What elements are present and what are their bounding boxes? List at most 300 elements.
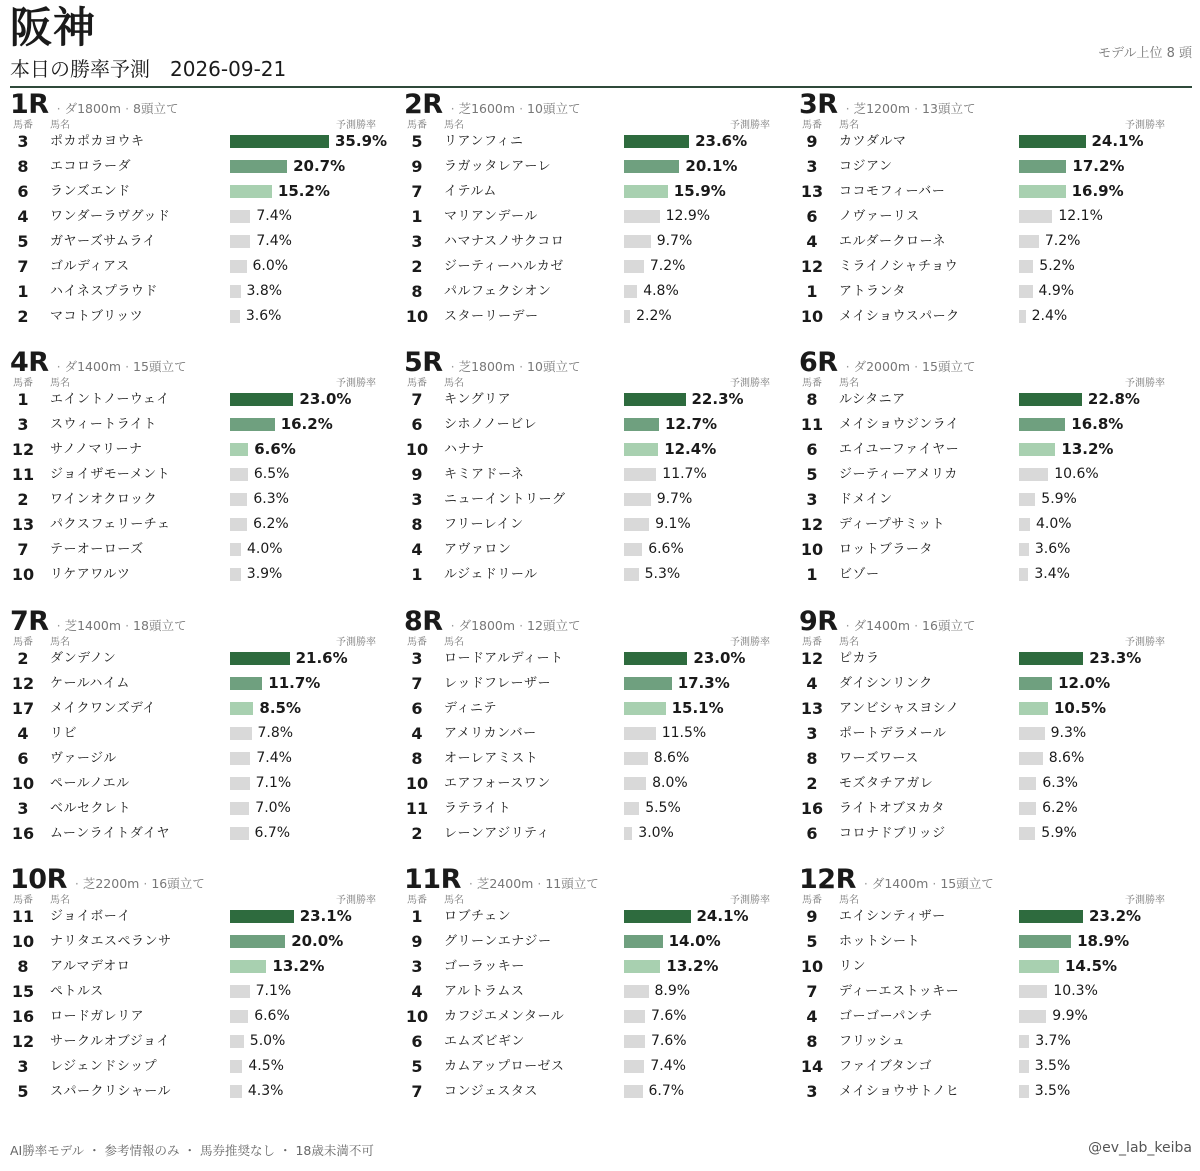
horse-name: ケールハイム bbox=[50, 676, 130, 691]
column-header-name: 馬名 bbox=[50, 637, 70, 648]
horse-number: 4 bbox=[17, 724, 29, 743]
race-field-size: 15頭立て bbox=[922, 359, 976, 374]
horse-row bbox=[10, 512, 388, 537]
win-probability-label: 11.5% bbox=[661, 725, 707, 741]
win-probability-label: 23.6% bbox=[695, 132, 748, 150]
win-probability-label: 4.8% bbox=[643, 283, 679, 299]
horse-row bbox=[404, 1029, 782, 1054]
column-header-number: 馬番 bbox=[407, 120, 427, 131]
win-probability-label: 6.5% bbox=[253, 466, 290, 482]
horse-row bbox=[10, 1054, 388, 1079]
horse-number: 1 bbox=[411, 907, 423, 926]
race-surface-distance: 芝1800m bbox=[458, 359, 516, 374]
win-probability-label: 3.6% bbox=[1034, 541, 1071, 557]
horse-number: 6 bbox=[806, 440, 818, 459]
horse-number: 8 bbox=[17, 957, 29, 976]
horse-row bbox=[10, 746, 388, 771]
horse-row bbox=[799, 929, 1177, 954]
win-probability-label: 2.2% bbox=[636, 308, 672, 324]
win-probability-label: 35.9% bbox=[335, 132, 388, 150]
horse-number: 3 bbox=[806, 490, 818, 509]
horse-name: コロナドブリッジ bbox=[839, 826, 946, 841]
horse-name: スターリーデー bbox=[444, 309, 539, 324]
win-probability-label: 7.2% bbox=[649, 258, 686, 274]
race-surface-distance: 芝2200m bbox=[82, 876, 140, 891]
horse-name: ジーティーアメリカ bbox=[839, 467, 958, 482]
horse-name: ゴーゴーパンチ bbox=[839, 1009, 933, 1024]
win-probability-label: 13.2% bbox=[1061, 440, 1114, 458]
horse-number: 7 bbox=[411, 1082, 423, 1101]
horse-name: ハマナスノサクコロ bbox=[444, 234, 565, 249]
win-probability-bar bbox=[624, 443, 658, 456]
horse-number: 3 bbox=[806, 724, 818, 743]
horse-number: 10 bbox=[800, 540, 824, 559]
race-header bbox=[404, 607, 782, 637]
win-probability-label: 4.0% bbox=[1036, 516, 1072, 532]
win-probability-bar bbox=[230, 418, 275, 431]
win-probability-bar bbox=[1019, 1060, 1029, 1073]
race-panel-8r bbox=[404, 607, 782, 859]
horse-name: メイショウスパーク bbox=[839, 309, 960, 324]
column-header-probability: 予測勝率 bbox=[336, 637, 376, 648]
race-conditions bbox=[447, 357, 581, 375]
race-header bbox=[799, 865, 1177, 895]
horse-row bbox=[799, 696, 1177, 721]
race-field-size: 8頭立て bbox=[133, 101, 179, 116]
win-probability-bar bbox=[1019, 935, 1071, 948]
horse-name: ジョイザモーメント bbox=[50, 467, 171, 482]
race-number: 8R bbox=[404, 606, 443, 637]
race-surface-distance: 芝1600m bbox=[458, 101, 516, 116]
win-probability-bar bbox=[624, 727, 656, 740]
win-probability-bar bbox=[230, 393, 293, 406]
win-probability-bar bbox=[624, 1085, 643, 1098]
horse-name: レーンアジリティ bbox=[444, 826, 550, 841]
race-panel-10r bbox=[10, 865, 388, 1117]
horse-name: エコロラーダ bbox=[50, 159, 132, 174]
horse-number: 6 bbox=[17, 182, 29, 201]
horse-number: 9 bbox=[411, 932, 423, 951]
column-header-probability: 予測勝率 bbox=[730, 895, 770, 906]
horse-name: ラガッタレアーレ bbox=[444, 159, 552, 174]
horse-number: 9 bbox=[806, 907, 818, 926]
win-probability-bar bbox=[1019, 310, 1026, 323]
horse-row bbox=[10, 646, 388, 671]
win-probability-bar bbox=[1019, 1035, 1029, 1048]
horse-number: 11 bbox=[11, 465, 35, 484]
horse-row bbox=[10, 721, 388, 746]
win-probability-bar bbox=[230, 1085, 242, 1098]
race-field-size: 16頭立て bbox=[151, 876, 205, 891]
separator-dot: · bbox=[56, 359, 61, 374]
horse-number: 8 bbox=[411, 749, 423, 768]
horse-row bbox=[799, 979, 1177, 1004]
win-probability-bar bbox=[1019, 185, 1066, 198]
win-probability-bar bbox=[1019, 543, 1029, 556]
horse-row bbox=[10, 254, 388, 279]
horse-row bbox=[10, 954, 388, 979]
win-probability-label: 23.0% bbox=[693, 649, 746, 667]
horse-number: 5 bbox=[806, 932, 818, 951]
horse-number: 1 bbox=[411, 565, 423, 584]
race-header bbox=[799, 90, 1177, 120]
horse-row bbox=[404, 487, 782, 512]
win-probability-bar bbox=[624, 135, 689, 148]
win-probability-bar bbox=[1019, 160, 1066, 173]
column-header-probability: 予測勝率 bbox=[730, 120, 770, 131]
horse-number: 4 bbox=[806, 674, 818, 693]
win-probability-label: 6.3% bbox=[253, 491, 289, 507]
horse-number: 12 bbox=[11, 440, 35, 459]
horse-number: 3 bbox=[411, 490, 423, 509]
horse-row bbox=[10, 179, 388, 204]
horse-name: ディーエストッキー bbox=[839, 984, 960, 999]
win-probability-bar bbox=[624, 260, 644, 273]
horse-row bbox=[799, 254, 1177, 279]
horse-name: アンビシャスヨシノ bbox=[839, 701, 960, 716]
horse-number: 3 bbox=[17, 799, 29, 818]
horse-row bbox=[799, 671, 1177, 696]
column-header-number: 馬番 bbox=[802, 637, 822, 648]
horse-row bbox=[10, 929, 388, 954]
win-probability-label: 7.1% bbox=[255, 775, 292, 791]
horse-row bbox=[10, 462, 388, 487]
horse-row bbox=[404, 1079, 782, 1104]
win-probability-bar bbox=[230, 727, 252, 740]
horse-number: 10 bbox=[405, 1007, 429, 1026]
win-probability-label: 14.5% bbox=[1065, 957, 1118, 975]
horse-name: フリッシュ bbox=[839, 1034, 906, 1049]
win-probability-label: 9.7% bbox=[656, 233, 693, 249]
horse-row bbox=[404, 979, 782, 1004]
horse-name: アヴァロン bbox=[444, 542, 512, 557]
separator-dot: · bbox=[863, 876, 868, 891]
horse-row bbox=[404, 279, 782, 304]
win-probability-label: 7.1% bbox=[255, 983, 292, 999]
horse-number: 15 bbox=[11, 982, 35, 1001]
horse-name: リン bbox=[839, 959, 867, 974]
horse-row bbox=[404, 671, 782, 696]
horse-name: ダイシンリンク bbox=[839, 676, 933, 691]
horse-name: ディープサミット bbox=[839, 517, 946, 532]
win-probability-label: 3.5% bbox=[1034, 1083, 1071, 1099]
race-surface-distance: ダ1400m bbox=[871, 876, 929, 891]
column-header-probability: 予測勝率 bbox=[1125, 378, 1165, 389]
win-probability-label: 12.1% bbox=[1058, 208, 1103, 224]
win-probability-bar bbox=[1019, 777, 1036, 790]
race-panel-2r bbox=[404, 90, 782, 342]
separator-dot: · bbox=[519, 618, 524, 633]
horse-name: スウィートライト bbox=[50, 417, 157, 432]
win-probability-bar bbox=[230, 185, 272, 198]
win-probability-label: 5.2% bbox=[1039, 258, 1075, 274]
race-surface-distance: ダ1400m bbox=[853, 618, 911, 633]
race-conditions bbox=[53, 99, 179, 117]
horse-number: 8 bbox=[17, 157, 29, 176]
horse-row bbox=[10, 412, 388, 437]
win-probability-label: 7.4% bbox=[650, 1058, 686, 1074]
horse-name: ハイネスプラウド bbox=[50, 284, 158, 299]
win-probability-bar bbox=[230, 310, 240, 323]
horse-row bbox=[404, 129, 782, 154]
win-probability-bar bbox=[624, 235, 651, 248]
separator-dot: · bbox=[468, 876, 473, 891]
horse-name: ポートデラメール bbox=[839, 726, 947, 741]
horse-row bbox=[10, 1079, 388, 1104]
column-header-number: 馬番 bbox=[13, 895, 33, 906]
horse-name: ココモフィーバー bbox=[839, 184, 946, 199]
horse-row bbox=[10, 562, 388, 587]
win-probability-label: 20.7% bbox=[293, 157, 346, 175]
race-number: 2R bbox=[404, 89, 443, 120]
column-header-name: 馬名 bbox=[50, 895, 70, 906]
horse-number: 13 bbox=[11, 515, 35, 534]
win-probability-label: 4.3% bbox=[247, 1083, 284, 1099]
horse-number: 6 bbox=[806, 824, 818, 843]
win-probability-label: 9.7% bbox=[656, 491, 693, 507]
win-probability-label: 4.0% bbox=[247, 541, 283, 557]
win-probability-bar bbox=[1019, 393, 1082, 406]
separator-dot: · bbox=[845, 359, 850, 374]
horse-number: 3 bbox=[17, 1057, 29, 1076]
separator-dot: · bbox=[56, 101, 61, 116]
horse-row bbox=[10, 671, 388, 696]
horse-name: ライトオブヌカタ bbox=[839, 801, 945, 816]
horse-row bbox=[404, 562, 782, 587]
win-probability-label: 7.6% bbox=[651, 1008, 687, 1024]
race-field-size: 16頭立て bbox=[922, 618, 976, 633]
win-probability-bar bbox=[230, 443, 248, 456]
race-conditions bbox=[53, 616, 187, 634]
win-probability-bar bbox=[1019, 910, 1083, 923]
win-probability-label: 3.7% bbox=[1035, 1033, 1071, 1049]
race-number: 6R bbox=[799, 347, 838, 378]
win-probability-label: 14.0% bbox=[668, 932, 721, 950]
horse-name: ムーンライトダイヤ bbox=[50, 826, 170, 841]
page-subtitle: 本日の勝率予測 2026-09-21 bbox=[10, 57, 287, 81]
race-field-size: 11頭立て bbox=[545, 876, 599, 891]
horse-row bbox=[799, 796, 1177, 821]
race-number: 1R bbox=[10, 89, 49, 120]
horse-row bbox=[404, 229, 782, 254]
win-probability-bar bbox=[624, 185, 668, 198]
win-probability-bar bbox=[1019, 702, 1048, 715]
win-probability-label: 6.2% bbox=[253, 516, 289, 532]
horse-name: カツダルマ bbox=[839, 134, 907, 149]
horse-name: ロードガレリア bbox=[50, 1009, 145, 1024]
column-header-number: 馬番 bbox=[13, 378, 33, 389]
horse-number: 7 bbox=[17, 540, 29, 559]
horse-name: ピカラ bbox=[839, 651, 880, 666]
horse-number: 3 bbox=[806, 157, 818, 176]
footer-disclaimer: AI勝率モデル ・ 参考情報のみ ・ 馬券推奨なし ・ 18歳未満不可 bbox=[10, 1143, 374, 1158]
separator-dot: · bbox=[143, 876, 148, 891]
race-field-size: 13頭立て bbox=[922, 101, 976, 116]
horse-row bbox=[799, 954, 1177, 979]
race-header bbox=[799, 348, 1177, 378]
horse-number: 16 bbox=[11, 1007, 35, 1026]
win-probability-label: 18.9% bbox=[1077, 932, 1130, 950]
horse-name: マコトブリッツ bbox=[50, 309, 144, 324]
win-probability-bar bbox=[230, 1010, 248, 1023]
column-header-name: 馬名 bbox=[839, 378, 859, 389]
horse-row bbox=[799, 1004, 1177, 1029]
win-probability-label: 11.7% bbox=[662, 466, 707, 482]
horse-name: ジョイボーイ bbox=[50, 909, 131, 924]
horse-name: メイクワンズデイ bbox=[50, 701, 156, 716]
horse-row bbox=[799, 487, 1177, 512]
win-probability-label: 8.5% bbox=[259, 699, 301, 717]
horse-name: ルジェドリール bbox=[444, 567, 538, 582]
horse-row bbox=[10, 979, 388, 1004]
win-probability-bar bbox=[1019, 727, 1045, 740]
win-probability-bar bbox=[230, 677, 262, 690]
race-number: 11R bbox=[404, 864, 461, 895]
horse-name: ジーティーハルカゼ bbox=[444, 259, 564, 274]
win-probability-label: 10.3% bbox=[1053, 983, 1098, 999]
win-probability-bar bbox=[624, 418, 659, 431]
win-probability-bar bbox=[624, 777, 646, 790]
horse-name: エアフォースワン bbox=[444, 776, 551, 791]
column-header-name: 馬名 bbox=[444, 895, 464, 906]
column-header-probability: 予測勝率 bbox=[336, 378, 376, 389]
race-panel-12r bbox=[799, 865, 1177, 1117]
race-number: 4R bbox=[10, 347, 49, 378]
win-probability-bar bbox=[230, 752, 250, 765]
win-probability-label: 5.9% bbox=[1041, 491, 1077, 507]
column-header-number: 馬番 bbox=[13, 120, 33, 131]
win-probability-bar bbox=[1019, 493, 1035, 506]
column-header-name: 馬名 bbox=[50, 120, 70, 131]
race-conditions bbox=[860, 874, 994, 892]
win-probability-bar bbox=[230, 235, 250, 248]
horse-number: 1 bbox=[411, 207, 423, 226]
horse-number: 8 bbox=[411, 282, 423, 301]
race-field-size: 15頭立て bbox=[133, 359, 187, 374]
horse-name: カムアップローゼス bbox=[444, 1059, 565, 1074]
horse-name: ラテライト bbox=[444, 801, 512, 816]
horse-row bbox=[10, 696, 388, 721]
win-probability-bar bbox=[230, 135, 329, 148]
horse-row bbox=[404, 154, 782, 179]
win-probability-bar bbox=[230, 1035, 244, 1048]
separator-dot: · bbox=[537, 876, 542, 891]
horse-name: キミアドーネ bbox=[444, 467, 525, 482]
win-probability-bar bbox=[1019, 518, 1030, 531]
horse-number: 3 bbox=[806, 1082, 818, 1101]
horse-number: 7 bbox=[17, 257, 29, 276]
horse-row bbox=[10, 487, 388, 512]
win-probability-label: 8.6% bbox=[653, 750, 690, 766]
horse-number: 6 bbox=[411, 1032, 423, 1051]
win-probability-bar bbox=[1019, 210, 1052, 223]
horse-row bbox=[404, 821, 782, 846]
win-probability-bar bbox=[624, 285, 637, 298]
horse-number: 7 bbox=[806, 982, 818, 1001]
horse-number: 2 bbox=[411, 824, 423, 843]
win-probability-bar bbox=[1019, 285, 1033, 298]
horse-row bbox=[10, 1004, 388, 1029]
horse-name: リケアワルツ bbox=[50, 567, 131, 582]
horse-number: 1 bbox=[17, 282, 29, 301]
separator-dot: · bbox=[125, 618, 130, 633]
win-probability-label: 8.6% bbox=[1048, 750, 1085, 766]
horse-number: 13 bbox=[800, 182, 824, 201]
separator-dot: · bbox=[914, 618, 919, 633]
win-probability-bar bbox=[230, 260, 247, 273]
horse-name: エイシンティザー bbox=[839, 909, 946, 924]
horse-number: 4 bbox=[411, 724, 423, 743]
win-probability-bar bbox=[624, 210, 660, 223]
horse-number: 12 bbox=[11, 674, 35, 693]
win-probability-label: 12.7% bbox=[665, 415, 718, 433]
horse-row bbox=[799, 387, 1177, 412]
win-probability-bar bbox=[624, 1035, 645, 1048]
column-header-name: 馬名 bbox=[444, 378, 464, 389]
win-probability-bar bbox=[624, 910, 691, 923]
win-probability-label: 23.0% bbox=[299, 390, 352, 408]
column-header-name: 馬名 bbox=[839, 637, 859, 648]
horse-name: マリアンデール bbox=[444, 209, 538, 224]
horse-row bbox=[799, 771, 1177, 796]
win-probability-bar bbox=[624, 652, 687, 665]
horse-row bbox=[404, 537, 782, 562]
horse-row bbox=[10, 437, 388, 462]
horse-row bbox=[10, 129, 388, 154]
horse-name: ナリタエスペランサ bbox=[50, 934, 172, 949]
horse-row bbox=[404, 437, 782, 462]
horse-number: 13 bbox=[800, 699, 824, 718]
horse-number: 9 bbox=[411, 465, 423, 484]
horse-name: キングリア bbox=[444, 392, 512, 407]
win-probability-bar bbox=[624, 827, 632, 840]
horse-number: 11 bbox=[800, 415, 824, 434]
horse-number: 4 bbox=[17, 207, 29, 226]
win-probability-label: 6.2% bbox=[1042, 800, 1078, 816]
horse-number: 9 bbox=[411, 157, 423, 176]
horse-name: ワーズワース bbox=[839, 751, 919, 766]
horse-name: アルトラムス bbox=[444, 984, 525, 999]
win-probability-bar bbox=[230, 935, 285, 948]
horse-row bbox=[799, 562, 1177, 587]
horse-number: 2 bbox=[17, 490, 29, 509]
column-header-name: 馬名 bbox=[50, 378, 70, 389]
separator-dot: · bbox=[56, 618, 61, 633]
win-probability-bar bbox=[1019, 1085, 1029, 1098]
horse-number: 12 bbox=[800, 257, 824, 276]
win-probability-bar bbox=[1019, 235, 1039, 248]
horse-number: 1 bbox=[806, 282, 818, 301]
horse-name: ダンデノン bbox=[50, 651, 117, 666]
win-probability-label: 22.3% bbox=[691, 390, 744, 408]
horse-number: 8 bbox=[806, 749, 818, 768]
race-header bbox=[10, 90, 388, 120]
win-probability-bar bbox=[624, 310, 630, 323]
horse-number: 5 bbox=[806, 465, 818, 484]
horse-name: モズタチアガレ bbox=[839, 776, 934, 791]
race-conditions bbox=[465, 874, 599, 892]
column-header-probability: 予測勝率 bbox=[1125, 120, 1165, 131]
win-probability-bar bbox=[624, 702, 666, 715]
horse-name: テーオーローズ bbox=[50, 542, 144, 557]
separator-dot: · bbox=[74, 876, 79, 891]
horse-row bbox=[799, 437, 1177, 462]
horse-name: パルフェクシオン bbox=[444, 284, 552, 299]
horse-number: 8 bbox=[411, 515, 423, 534]
separator-dot: · bbox=[450, 618, 455, 633]
horse-row bbox=[404, 904, 782, 929]
horse-row bbox=[404, 1004, 782, 1029]
